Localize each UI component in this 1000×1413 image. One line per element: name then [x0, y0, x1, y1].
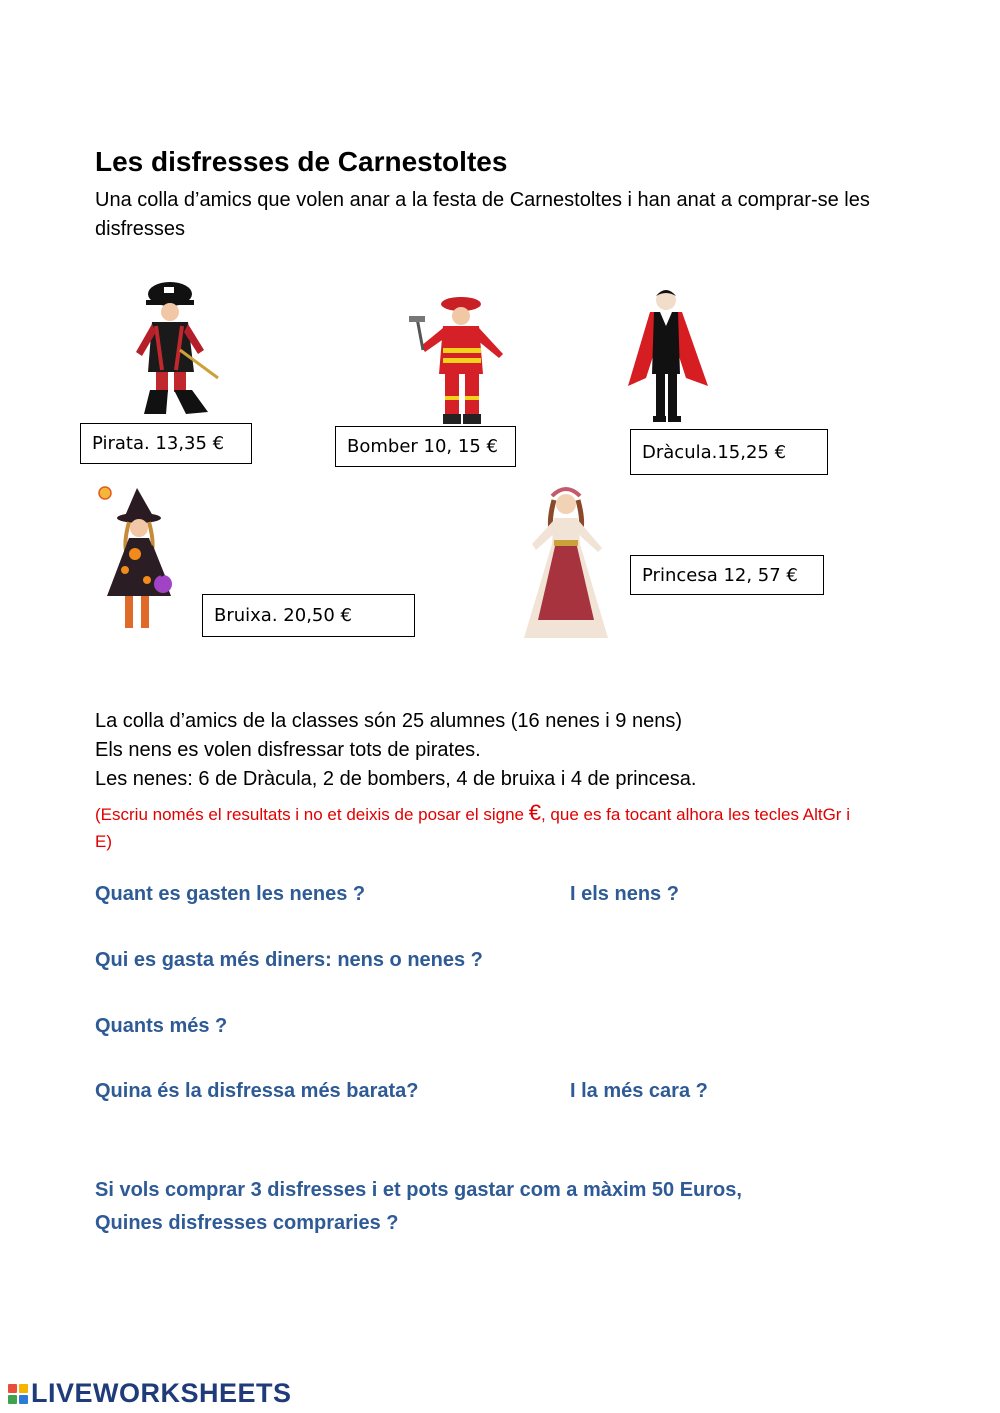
info-line-1: La colla d’amics de la classes són 25 alumnes (16 nenes i 9 nens)	[95, 710, 682, 732]
question-boys-spending: I els nens ?	[570, 883, 679, 905]
question-who-spends-more: Qui es gasta més diners: nens o nenes ?	[95, 949, 483, 971]
price-label-bomber: Bomber 10, 15 €	[335, 426, 516, 467]
price-label-bruixa: Bruixa. 20,50 €	[202, 594, 415, 637]
intro-text: Una colla d’amics que volen anar a la festa de Carnestoltes i han anat a comprar-se les disfresses	[95, 189, 870, 240]
princess-costume-icon	[518, 482, 618, 644]
instruction-note-part1: (Escriu només el resultats i no et deixis de posar el signe	[95, 805, 529, 824]
question-how-much-more: Quants més ?	[95, 1015, 228, 1037]
instruction-note	[95, 799, 865, 855]
page-title: Les disfresses de Carnestoltes	[95, 146, 508, 177]
question-budget-line-1: Si vols comprar 3 disfresses i et pots gastar com a màxim 50 Euros,	[95, 1179, 742, 1201]
price-label-dracula: Dràcula.15,25 €	[630, 429, 828, 475]
price-label-princesa: Princesa 12, 57 €	[630, 555, 824, 595]
pirate-costume-icon	[128, 280, 220, 420]
question-most-expensive: I la més cara ?	[570, 1080, 708, 1102]
price-label-pirata: Pirata. 13,35 €	[80, 423, 252, 464]
witch-costume-icon	[95, 484, 185, 634]
dracula-costume-icon	[626, 286, 712, 426]
firefighter-costume-icon	[405, 292, 510, 427]
footer-logo	[8, 1378, 292, 1409]
question-girls-spending: Quant es gasten les nenes ?	[95, 883, 366, 905]
info-line-3: Les nenes: 6 de Dràcula, 2 de bombers, 4 de bruixa i 4 de princesa.	[95, 768, 697, 790]
liveworksheets-logo-icon	[8, 1384, 28, 1404]
instruction-note-part2: , que es fa tocant alhora les tecles AltGr i E)	[95, 805, 850, 851]
footer-brand: LIVEWORKSHEETS	[31, 1378, 292, 1408]
question-cheapest: Quina és la disfressa més barata?	[95, 1080, 419, 1102]
info-line-2: Els nens es volen disfressar tots de pirates.	[95, 739, 481, 761]
euro-sign: €	[528, 800, 541, 825]
question-budget-line-2: Quines disfresses compraries ?	[95, 1212, 399, 1234]
